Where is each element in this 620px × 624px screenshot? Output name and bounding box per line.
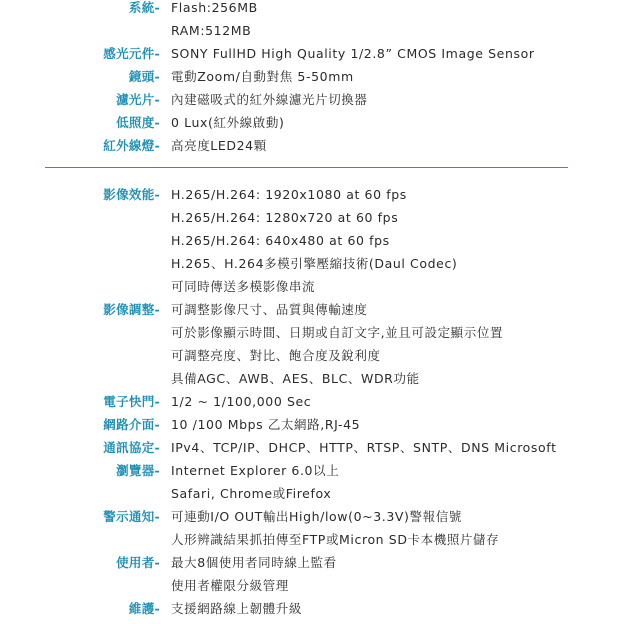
spec-label-video-performance: 影像效能- [103,187,160,202]
spec-value-sensor: SONY FullHD High Quality 1/2.8” CMOS Image Sensor [171,46,535,61]
spec-row-users [0,555,620,578]
spec-row-filter [0,92,620,115]
spec-row-image-adjust [0,302,620,325]
spec-value-alert-io: 可連動I/O OUT輸出High/low(0~3.3V)警報信號 [171,509,462,524]
spec-value-video-1080: H.265/H.264: 1920x1080 at 60 fps [171,187,407,202]
spec-value-browser-ie: Internet Explorer 6.0以上 [171,463,340,478]
spec-value-system-ram: RAM:512MB [171,23,252,38]
spec-value-filter: 內建磁吸式的紅外線濾光片切換器 [171,92,368,107]
spec-row-protocol [0,440,620,463]
spec-value-image-adjust-agc: 具備AGC、AWB、AES、BLC、WDR功能 [171,371,420,386]
spec-row-alert [0,509,620,532]
spec-label-low-light: 低照度- [116,115,160,130]
spec-value-video-720: H.265/H.264: 1280x720 at 60 fps [171,210,399,225]
spec-value-browser-others: Safari, Chrome或Firefox [171,486,332,501]
spec-value-video-multistream: 可同時傳送多模影像串流 [171,279,316,294]
spec-label-protocol: 通訊協定- [103,440,160,455]
spec-value-users-permission: 使用者權限分級管理 [171,578,289,593]
spec-value-lens: 電動Zoom/自動對焦 5-50mm [171,69,354,84]
spec-row-video-performance-cont [0,210,620,233]
spec-value-video-480: H.265/H.264: 640x480 at 60 fps [171,233,390,248]
spec-row-lens [0,69,620,92]
spec-row-image-adjust-cont [0,348,620,371]
spec-label-image-adjust: 影像調整- [103,302,160,317]
spec-value-image-adjust-brightness: 可調整亮度、對比、飽合度及銳利度 [171,348,381,363]
spec-row-network [0,417,620,440]
spec-label-ir-led: 紅外線燈- [103,138,160,153]
spec-value-maintenance: 支援網路線上韌體升級 [171,601,303,616]
spec-label-sensor: 感光元件- [103,46,160,61]
spec-label-network: 網路介面- [103,417,160,432]
spec-row-image-adjust-cont [0,371,620,394]
spec-value-image-adjust-size: 可調整影像尺寸、品質與傳輸速度 [171,302,368,317]
spec-row-system-cont [0,23,620,46]
spec-value-low-light: 0 Lux(紅外線啟動) [171,115,285,130]
spec-label-users: 使用者- [116,555,160,570]
spec-label-shutter: 電子快門- [103,394,160,409]
spec-value-video-codec: H.265、H.264多模引擎壓縮技術(Daul Codec) [171,256,458,271]
spec-value-network: 10 /100 Mbps 乙太網路,RJ-45 [171,417,361,432]
spec-row-image-adjust-cont [0,325,620,348]
spec-row-maintenance [0,601,620,624]
spec-value-ir-led: 高亮度LED24顆 [171,138,267,153]
spec-value-system-flash: Flash:256MB [171,0,258,15]
spec-value-image-adjust-osd: 可於影像顯示時間、日期或自訂文字,並且可設定顯示位置 [171,325,504,340]
spec-row-alert-cont [0,532,620,555]
spec-label-browser: 瀏覽器- [116,463,160,478]
spec-row-video-performance-cont [0,279,620,302]
spec-label-filter: 濾光片- [116,92,160,107]
spec-label-lens: 鏡頭- [128,69,160,84]
spec-row-system [0,0,620,23]
spec-row-sensor [0,46,620,69]
spec-row-video-performance-cont [0,233,620,256]
spec-row-low-light [0,115,620,138]
spec-row-shutter [0,394,620,417]
spec-label-system: 系統- [128,0,160,15]
spec-value-alert-snapshot: 人形辨識結果抓拍傳至FTP或Micron SD卡本機照片儲存 [171,532,500,547]
spec-row-browser [0,463,620,486]
spec-row-video-performance [0,187,620,210]
spec-label-maintenance: 維護- [128,601,160,616]
spec-row-browser-cont [0,486,620,509]
spec-label-alert: 警示通知- [103,509,160,524]
spec-row-users-cont [0,578,620,601]
spec-row-ir-led [0,138,620,161]
spec-value-users-max: 最大8個使用者同時線上監看 [171,555,337,570]
section-divider [45,167,568,168]
spec-value-shutter: 1/2 ~ 1/100,000 Sec [171,394,312,409]
spec-row-video-performance-cont [0,256,620,279]
spec-value-protocol: IPv4、TCP/IP、DHCP、HTTP、RTSP、SNTP、DNS Microsoft [171,440,557,455]
